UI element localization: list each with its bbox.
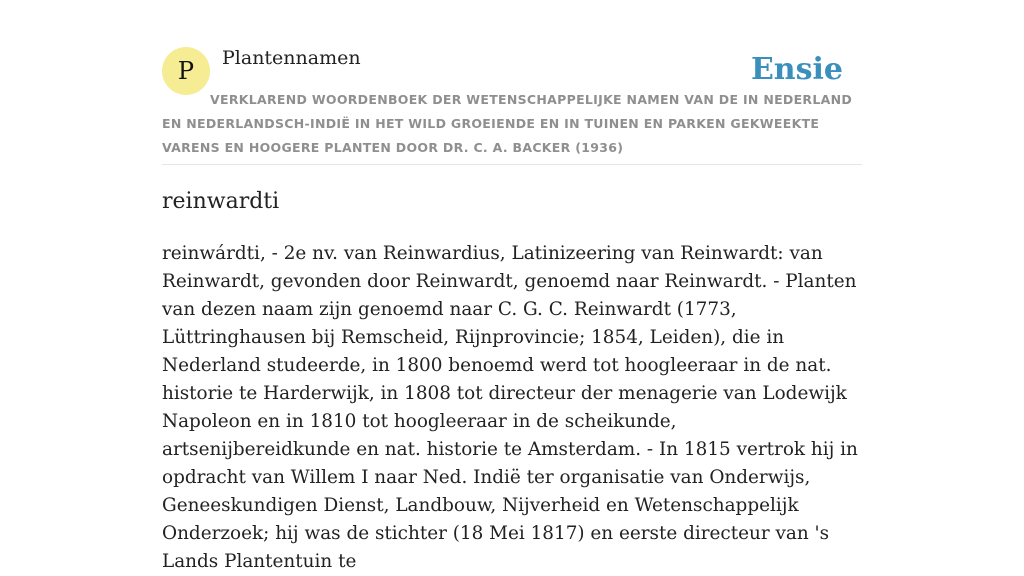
site-subtitle: VERKLAREND WOORDENBOEK DER WETENSCHAPPELIJKE NAMEN VAN DE IN NEDERLAND EN NEDERLANDSCH-INDIË IN HET WILD GROEIENDE EN IN TUINEN EN PARKEN GEKWEEKTE VARENS EN HOOGERE PLANTEN DOOR DR. C. A. BACKER (1936) [162,92,853,155]
avatar-letter: P [177,57,195,85]
entry-body: reinwárdti, - 2e nv. van Reinwardius, Latinizeering van Reinwardt: van Reinwardt, gevonden door Reinwardt, genoemd naar Reinwardt. - Planten van dezen naam zijn genoemd naar C. G. C. Reinwardt (1773, Lüttringhausen bij Remscheid, Rijnprovincie; 1854, Leiden), die in Nederland studeerde, in 1800 benoemd werd tot hoogleeraar in de nat. historie te Harderwijk, in 1808 tot directeur der menagerie van Lodewijk Napoleon en in 1810 tot hoogleeraar in de scheikunde, artsenijbereidkunde en nat. historie te Amsterdam. - In 1815 vertrok hij in opdracht van Willem I naar Ned. Indië ter organisatie van Onderwijs, Geneeskundigen Dienst, Landbouw, Nijverheid en Wetenschappelijk Onderzoek; hij was de stichter (18 Mei 1817) en eerste directeur van 's Lands Plantentuin te [162,243,858,572]
site-header [162,0,862,165]
site-title-link[interactable]: Plantennamen [222,47,361,69]
ensie-logo-link[interactable]: Ensie [750,52,843,87]
page [162,0,862,572]
entry-title: reinwardti [162,189,280,214]
